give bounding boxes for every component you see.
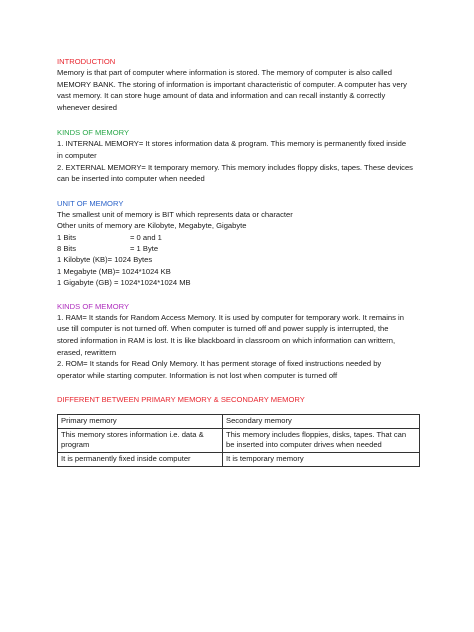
unit-heading: UNIT OF MEMORY <box>57 198 124 208</box>
table-cell: It is permanently fixed inside computer <box>58 453 223 467</box>
unit-row <box>57 232 427 243</box>
difference-heading: DIFFERENT BETWEEN PRIMARY MEMORY & SECONDARY MEMORY <box>57 395 305 405</box>
table-row <box>58 453 420 467</box>
kinds-of-memory-section-2 <box>57 301 427 382</box>
intro-line: vast memory. It can store huge amount of data and information and can recall instantly & correctly <box>57 91 386 101</box>
kinds-line: 1. RAM= It stands for Random Access Memory. It is used by computer for temporary work. It remains in <box>57 312 404 322</box>
document-page <box>57 56 427 480</box>
kinds-line: operator while starting computer. Information is not lost when computer is turned off <box>57 370 338 380</box>
table-cell: This memory includes floppies, disks, tapes. That can be inserted into computer drives when needed <box>223 429 420 453</box>
kinds-line: 2. EXTERNAL MEMORY= It temporary memory. This memory includes floppy disks, tapes. These devices <box>57 162 413 172</box>
kinds-of-memory-section-1 <box>57 127 427 184</box>
difference-section <box>57 394 427 467</box>
unit-row-value: = 1 Byte <box>130 244 159 254</box>
unit-row-key: 8 Bits <box>57 244 76 254</box>
kinds-heading-2: KINDS OF MEMORY <box>57 301 130 311</box>
kinds-line: stored information in RAM is lost. It is like blackboard in classroom on which information can writtern, <box>57 336 396 346</box>
unit-of-memory-section <box>57 198 427 288</box>
unit-line: Other units of memory are Kilobyte, Megabyte, Gigabyte <box>57 221 247 231</box>
introduction-heading: INTRODUCTION <box>57 57 116 66</box>
kinds-line: 2. ROM= It stands for Read Only Memory. It has perment storage of fixed instructions needed by <box>57 359 382 369</box>
unit-line: The smallest unit of memory is BIT which represents data or character <box>57 209 293 219</box>
unit-conversion: 1 Megabyte (MB)= 1024*1024 KB <box>57 266 171 276</box>
comparison-table <box>57 414 420 467</box>
kinds-line: in computer <box>57 150 97 160</box>
kinds-line: erased, rewrittern <box>57 347 117 357</box>
unit-conversion: 1 Gigabyte (GB) = 1024*1024*1024 MB <box>57 277 191 287</box>
table-row <box>58 429 420 453</box>
table-header-cell: Secondary memory <box>223 415 420 429</box>
kinds-line: 1. INTERNAL MEMORY= It stores information data & program. This memory is permanently fixed inside <box>57 139 407 149</box>
kinds-line: use till computer is not turned off. When computer is turned off and power supply is interrupted, the <box>57 324 389 334</box>
table-header-row <box>58 415 420 429</box>
unit-row-value: = 0 and 1 <box>130 232 162 242</box>
kinds-heading-1: KINDS OF MEMORY <box>57 128 130 138</box>
intro-line: whenever desired <box>57 102 117 112</box>
table-cell: It is temporary memory <box>223 453 420 467</box>
table-header-cell: Primary memory <box>58 415 223 429</box>
kinds-line: can be inserted into computer when needed <box>57 174 205 184</box>
introduction-section <box>57 56 427 113</box>
table-cell: This memory stores information i.e. data & program <box>58 429 223 453</box>
unit-row <box>57 243 427 254</box>
intro-line: Memory is that part of computer where information is stored. The memory of computer is also called <box>57 68 392 77</box>
intro-line: MEMORY BANK. The storing of information is important characteristic of computer. A computer has very <box>57 79 407 89</box>
unit-row-key: 1 Bits <box>57 232 76 242</box>
unit-conversion: 1 Kilobyte (KB)= 1024 Bytes <box>57 255 153 265</box>
